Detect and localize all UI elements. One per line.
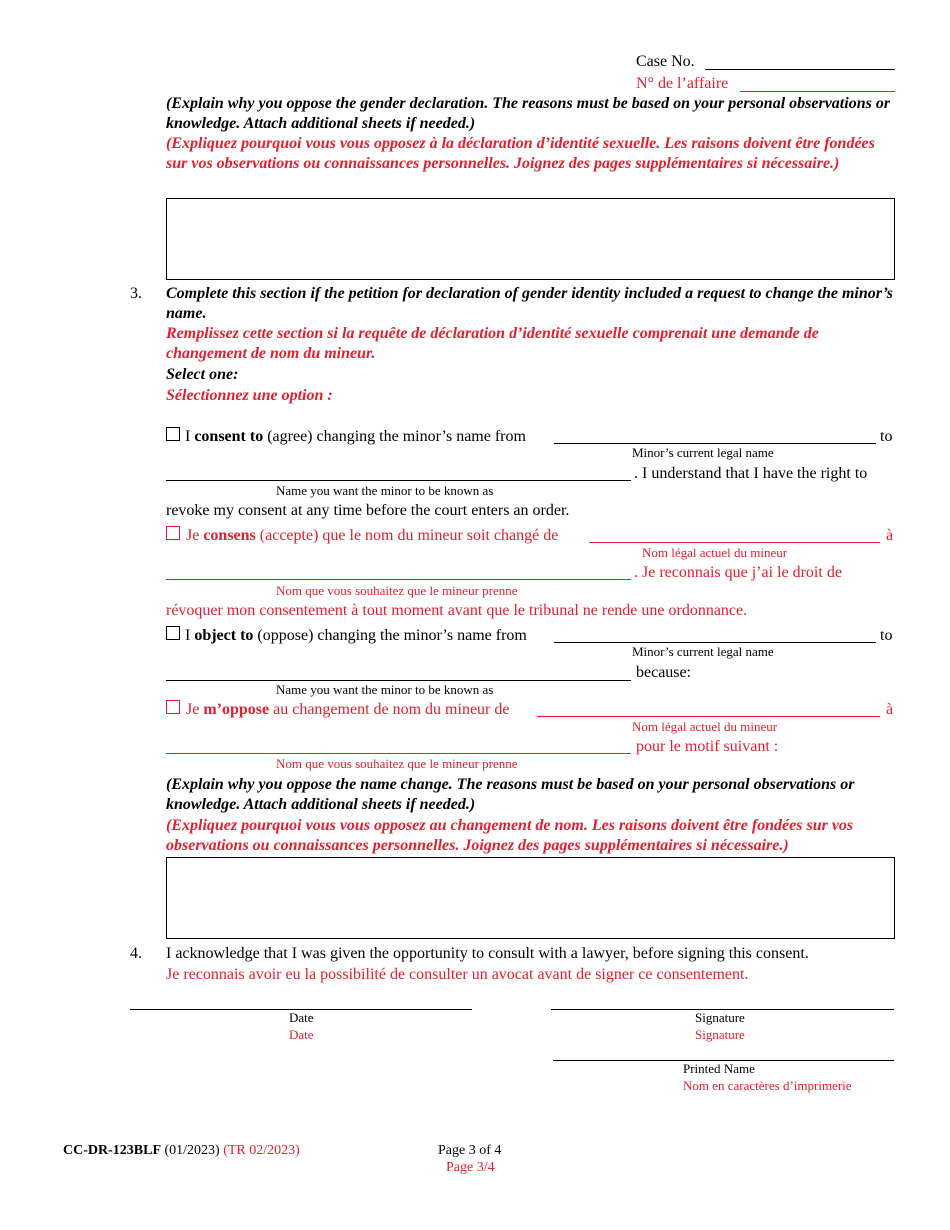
object-wanted-name-label-fr: Nom que vous souhaitez que le mineur prenne (276, 756, 518, 771)
consent-current-name-label: Minor’s current legal name (632, 445, 774, 460)
consent-current-name-label-fr: Nom légal actuel du mineur (642, 545, 788, 560)
consent-revoke-text-fr: révoquer mon consentement à tout moment avant que le tribunal ne rende une ordonnance. (166, 602, 748, 619)
object-wanted-name-field[interactable] (166, 680, 631, 681)
case-no-label: Case No. (636, 53, 695, 70)
case-no-field[interactable] (705, 69, 895, 70)
gender-explain-en: (Explain why you oppose the gender declaration. The reasons must be based on your personal observations or knowledge. Attach additional sheets if needed.) (166, 95, 891, 132)
section3-intro-fr: Remplissez cette section si la requête de déclaration d’identité sexuelle comprenait une demande de changement de nom du mineur. (166, 325, 819, 362)
case-no-field-fr[interactable] (740, 91, 895, 92)
object-wanted-name-label: Name you want the minor to be known as (276, 682, 494, 697)
signature-label-fr: Signature (695, 1027, 745, 1042)
object-checkbox-fr[interactable] (166, 700, 180, 714)
consent-to-word: to (880, 428, 893, 445)
consent-understand-text-fr: . Je reconnais que j’ai le droit de (634, 564, 842, 581)
consent-wanted-name-label-fr: Nom que vous souhaitez que le mineur prenne (276, 583, 518, 598)
gender-oppose-reason-textbox[interactable] (166, 198, 895, 280)
object-because-text-fr: pour le motif suivant : (636, 738, 779, 755)
consent-statement-en: I consent to (agree) changing the minor’s name from (185, 428, 526, 445)
select-one-en: Select one: (166, 366, 239, 383)
page-number: Page 3 of 4 (438, 1143, 502, 1158)
section3-number: 3. (130, 285, 142, 302)
object-wanted-name-field-fr[interactable] (166, 753, 631, 754)
consent-current-name-field-fr[interactable] (589, 542, 880, 543)
object-to-word-fr: à (886, 701, 894, 718)
object-because-text: because: (636, 664, 692, 681)
printed-name-label-fr: Nom en caractères d’imprimerie (683, 1078, 852, 1093)
consent-current-name-field[interactable] (554, 443, 876, 444)
gender-explain-fr: (Expliquez pourquoi vous vous opposez à la déclaration d’identité sexuelle. Les raisons doivent être fondées sur vos observations ou connaissances personnelles. Joignez des pages supplémentaires si nécessaire.) (166, 135, 875, 172)
consent-revoke-text: revoke my consent at any time before the court enters an order. (166, 502, 570, 519)
object-statement-fr: Je m’oppose au changement de nom du mineur de (186, 701, 510, 718)
page-number-fr: Page 3/4 (446, 1160, 495, 1175)
consent-statement-fr: Je consens (accepte) que le nom du mineur soit changé de (186, 527, 559, 544)
date-label-fr: Date (289, 1027, 314, 1042)
consent-wanted-name-field[interactable] (166, 480, 631, 481)
date-label: Date (289, 1010, 314, 1025)
name-oppose-reason-textbox[interactable] (166, 857, 895, 939)
consent-to-word-fr: à (886, 527, 894, 544)
signature-label: Signature (695, 1010, 745, 1025)
consent-wanted-name-label: Name you want the minor to be known as (276, 483, 494, 498)
case-no-label-fr: N° de l’affaire (636, 75, 729, 92)
object-current-name-field[interactable] (554, 642, 876, 643)
section4-text-en: I acknowledge that I was given the opportunity to consult with a lawyer, before signing this consent. (166, 945, 809, 962)
name-explain-en: (Explain why you oppose the name change. The reasons must be based on your personal observations or knowledge. Attach additional sheets if needed.) (166, 776, 855, 813)
section4-number: 4. (130, 945, 142, 962)
object-current-name-label: Minor’s current legal name (632, 644, 774, 659)
object-current-name-label-fr: Nom légal actuel du mineur (632, 719, 778, 734)
consent-checkbox-fr[interactable] (166, 526, 180, 540)
section3-intro-en: Complete this section if the petition for declaration of gender identity included a request to change the minor’s name. (166, 285, 893, 322)
printed-name-label: Printed Name (683, 1061, 755, 1076)
form-id: CC-DR-123BLF (01/2023) (TR 02/2023) (63, 1143, 300, 1158)
consent-understand-text: . I understand that I have the right to (634, 465, 868, 482)
object-statement-en: I object to (oppose) changing the minor’s name from (185, 627, 527, 644)
consent-wanted-name-field-fr[interactable] (166, 579, 631, 580)
select-one-fr: Sélectionnez une option : (166, 387, 333, 404)
consent-checkbox[interactable] (166, 427, 180, 441)
object-to-word: to (880, 627, 893, 644)
name-explain-fr: (Expliquez pourquoi vous vous opposez au changement de nom. Les raisons doivent être fondées sur vos observations ou connaissances personnelles. Joignez des pages supplémentaires si nécessaire.) (166, 817, 854, 854)
section4-text-fr: Je reconnais avoir eu la possibilité de consulter un avocat avant de signer ce consentement. (166, 966, 749, 983)
object-current-name-field-fr[interactable] (537, 716, 880, 717)
object-checkbox[interactable] (166, 626, 180, 640)
